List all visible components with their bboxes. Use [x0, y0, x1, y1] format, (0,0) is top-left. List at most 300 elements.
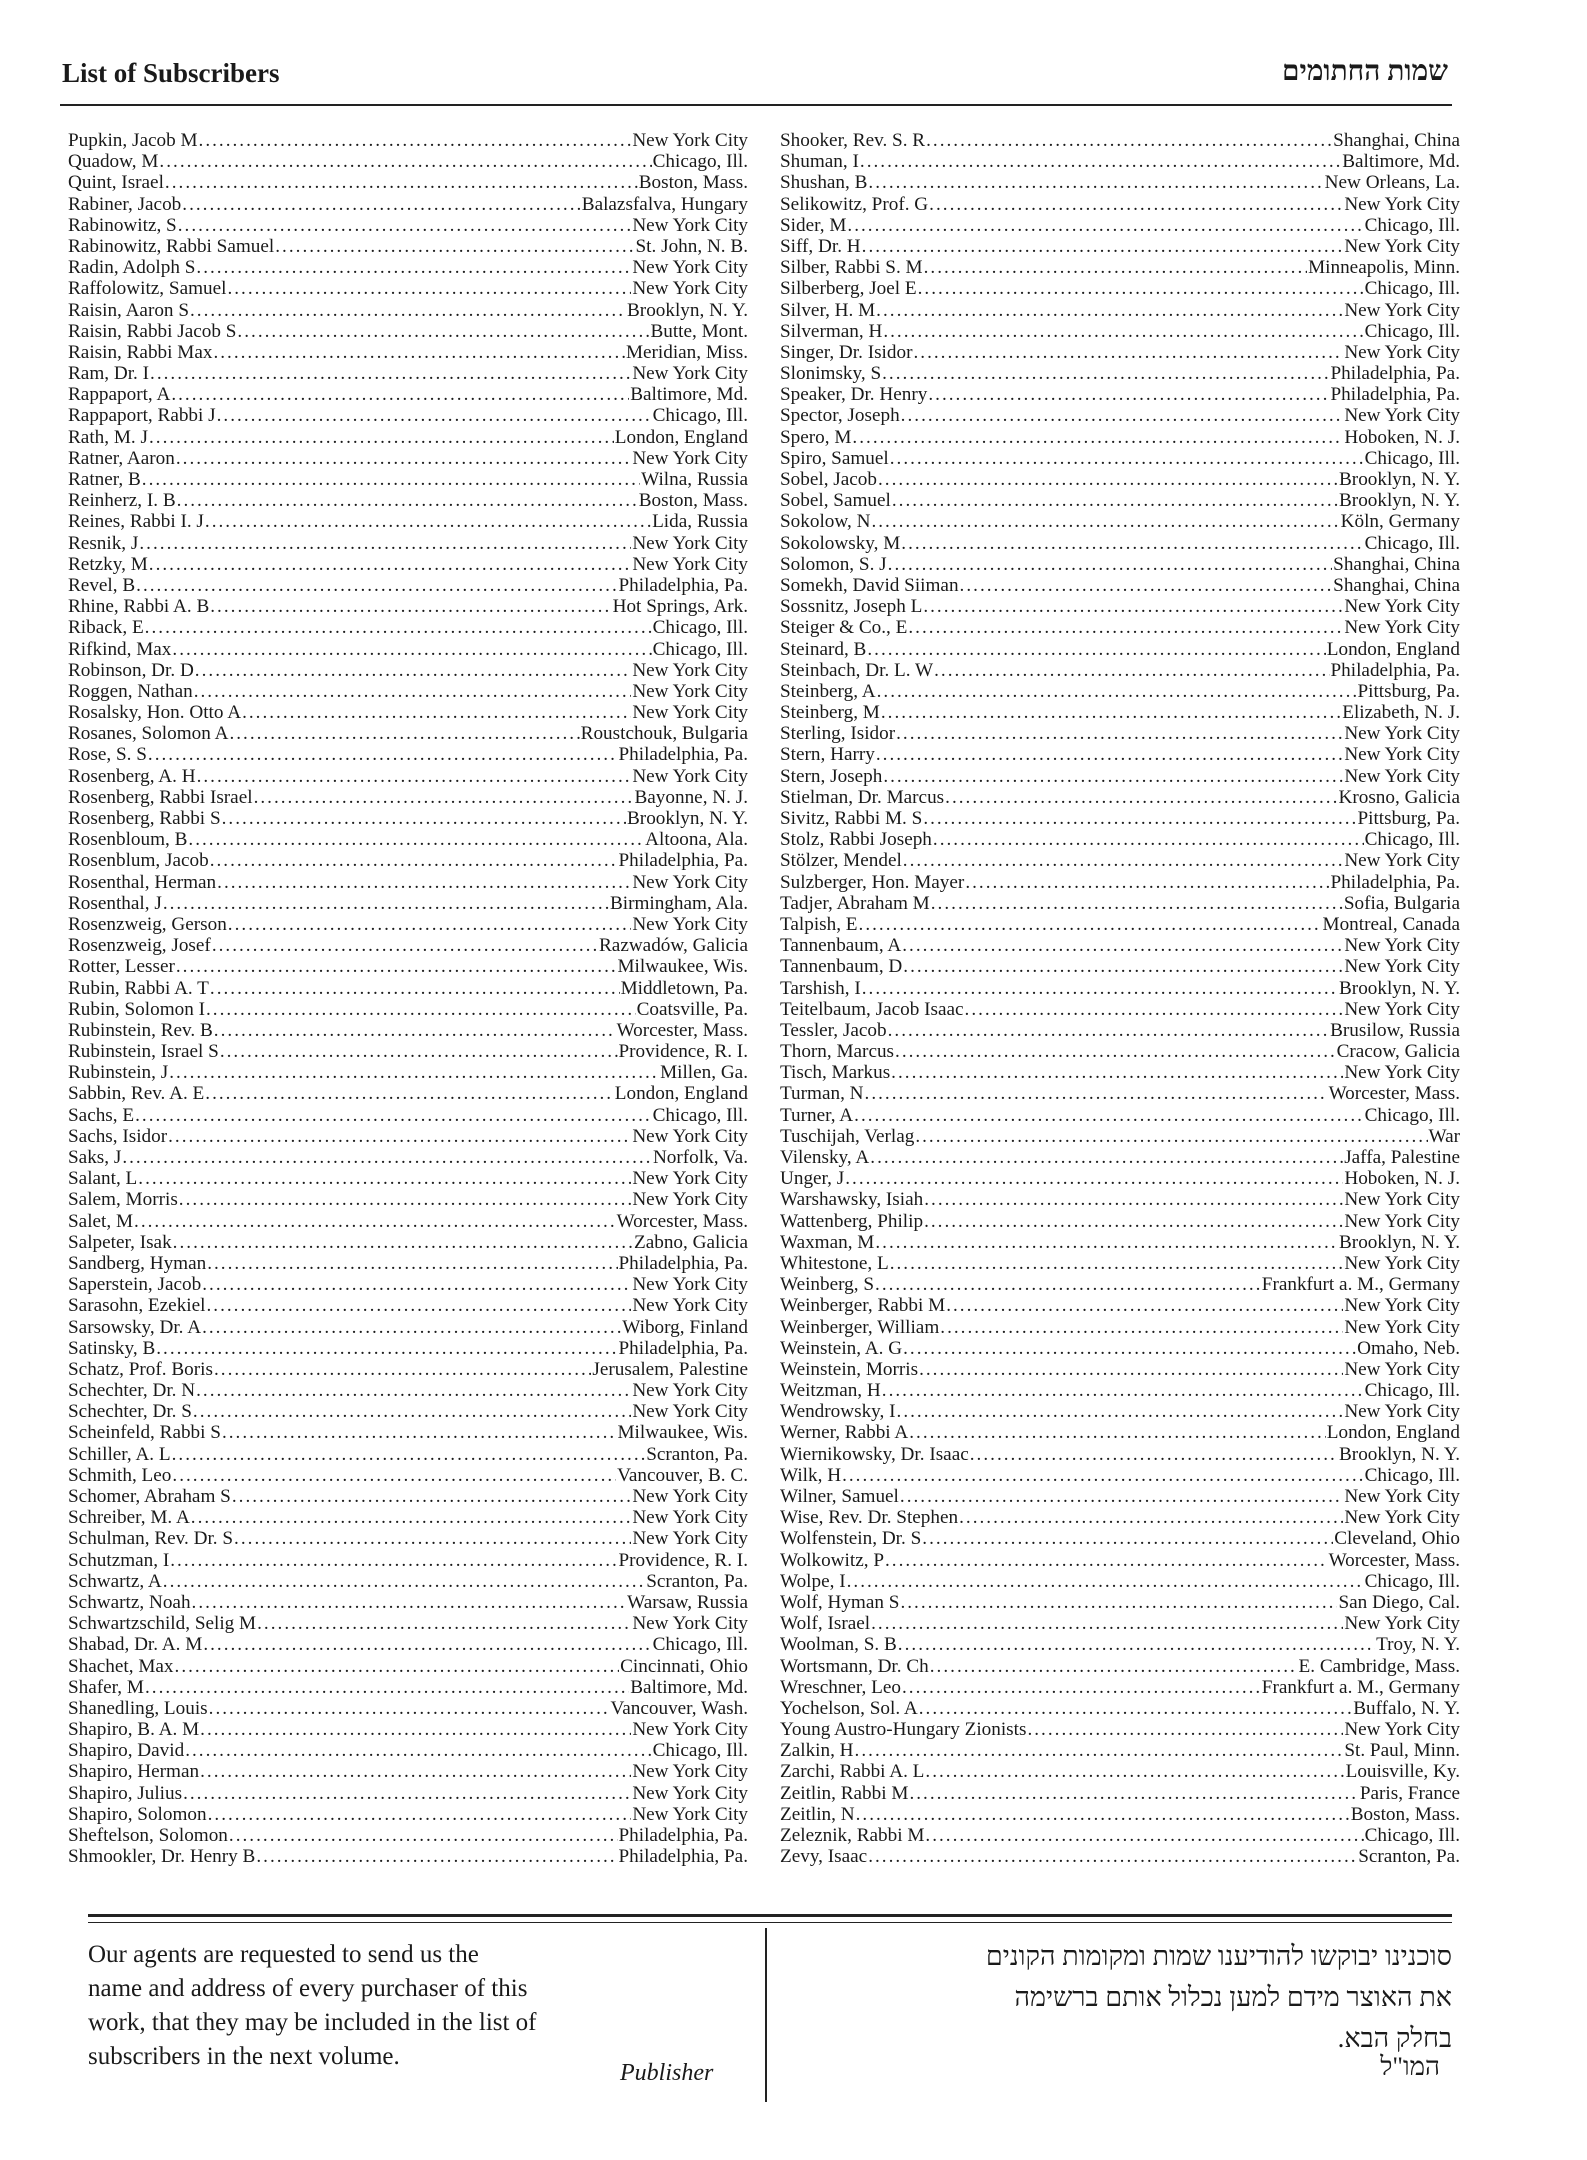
- subscriber-entry: [780, 1656, 1460, 1677]
- subscriber-place: Chicago, Ill.: [1364, 1570, 1460, 1592]
- subscriber-entry: [780, 469, 1460, 490]
- subscriber-place: New York City: [632, 257, 748, 279]
- subscriber-entry: [68, 1846, 748, 1867]
- subscriber-name: Woolman, S. B: [780, 1634, 897, 1656]
- subscriber-name: Zarchi, Rabbi A. L: [780, 1761, 925, 1783]
- subscriber-entry: [68, 1041, 748, 1062]
- subscriber-entry: [780, 1761, 1460, 1782]
- subscriber-name: Ratner, Aaron: [68, 447, 175, 469]
- subscriber-place: Roustchouk, Bulgaria: [580, 723, 748, 745]
- subscriber-entry: [780, 1634, 1460, 1655]
- dot-leader: [220, 1041, 618, 1062]
- dot-leader: [918, 278, 1364, 299]
- subscriber-name: Silverman, H: [780, 320, 883, 342]
- dot-leader: [890, 448, 1364, 469]
- subscriber-entry: [780, 1550, 1460, 1571]
- subscriber-name: Sachs, Isidor: [68, 1125, 168, 1147]
- dot-leader: [903, 956, 1343, 977]
- subscriber-entry: [780, 978, 1460, 999]
- subscriber-name: Steinberg, M: [780, 702, 880, 724]
- subscriber-name: Sobel, Samuel: [780, 490, 891, 512]
- subscriber-name: Resnik, J: [68, 532, 139, 554]
- subscriber-name: Silver, H. M: [780, 299, 876, 321]
- subscriber-entry: [780, 596, 1460, 617]
- subscriber-name: Stolz, Rabbi Joseph: [780, 829, 932, 851]
- subscriber-place: New York City: [632, 702, 748, 724]
- dot-leader: [170, 1550, 617, 1571]
- subscriber-name: Rotter, Lesser: [68, 956, 175, 978]
- subscriber-place: Balazsfalva, Hungary: [581, 193, 748, 215]
- subscriber-name: Scheinfeld, Rabbi S: [68, 1422, 221, 1444]
- footer-hebrew-line: בחלק הבא.: [1337, 2023, 1452, 2053]
- subscriber-entry: [780, 554, 1460, 575]
- subscriber-name: Raisin, Aaron S: [68, 299, 189, 321]
- subscriber-entry: [68, 1783, 748, 1804]
- subscriber-entry: [68, 1465, 748, 1486]
- subscriber-place: Wilna, Russia: [641, 469, 748, 490]
- dot-leader: [871, 1613, 1343, 1634]
- subscriber-place: Pittsburg, Pa.: [1357, 808, 1460, 829]
- subscriber-name: Pupkin, Jacob M: [68, 130, 198, 151]
- dot-leader: [200, 1761, 631, 1782]
- subscriber-name: Zeleznik, Rabbi M: [780, 1825, 925, 1846]
- subscriber-entry: [68, 130, 748, 151]
- subscriber-entry: [68, 469, 748, 490]
- subscriber-entry: [780, 1465, 1460, 1486]
- subscriber-place: New York City: [1344, 299, 1460, 321]
- subscriber-name: Rosalsky, Hon. Otto A: [68, 702, 242, 724]
- subscriber-name: Schechter, Dr. S: [68, 1401, 192, 1423]
- subscriber-name: Shuman, I: [780, 151, 859, 173]
- subscriber-place: Hoboken, N. J.: [1344, 426, 1460, 448]
- dot-leader: [149, 554, 632, 575]
- dot-leader: [926, 130, 1332, 151]
- subscriber-place: Cincinnati, Ohio: [620, 1655, 748, 1677]
- subscriber-entry: [780, 1592, 1460, 1613]
- subscriber-place: Philadelphia, Pa.: [618, 1337, 748, 1359]
- dot-leader: [142, 469, 640, 490]
- subscriber-place: Norfolk, Va.: [652, 1147, 748, 1168]
- subscriber-entry: [780, 850, 1460, 871]
- subscriber-name: Tannenbaum, A: [780, 935, 902, 957]
- subscriber-place: New York City: [1344, 1719, 1460, 1741]
- subscriber-name: Roggen, Nathan: [68, 680, 193, 702]
- dot-leader: [193, 1401, 631, 1422]
- subscriber-entry: [68, 872, 748, 893]
- subscriber-entry: [780, 935, 1460, 956]
- subscriber-name: Steinbach, Dr. L. W: [780, 659, 934, 681]
- subscriber-name: Quadow, M: [68, 151, 159, 173]
- dot-leader: [159, 151, 651, 172]
- dot-leader: [902, 1677, 1261, 1698]
- subscriber-name: Weitzman, H: [780, 1380, 881, 1402]
- subscriber-entry: [780, 405, 1460, 426]
- dot-leader: [913, 342, 1343, 363]
- subscriber-name: Rabinowitz, S: [68, 214, 177, 236]
- subscriber-place: New York City: [632, 1295, 748, 1317]
- dot-leader: [200, 1719, 631, 1740]
- subscriber-place: New York City: [1344, 956, 1460, 978]
- dot-leader: [175, 1656, 620, 1677]
- subscriber-place: Milwaukee, Wis.: [617, 1422, 748, 1444]
- subscriber-entry: [780, 151, 1460, 172]
- subscriber-entry: [780, 808, 1460, 829]
- dot-leader: [847, 1571, 1364, 1592]
- subscriber-entry: [780, 1083, 1460, 1104]
- subscriber-place: Köln, Germany: [1340, 511, 1460, 533]
- subscriber-entry: [68, 1020, 748, 1041]
- header-rule: [60, 104, 1452, 106]
- dot-leader: [145, 1677, 629, 1698]
- subscriber-place: Vancouver, Wash.: [610, 1697, 748, 1719]
- subscriber-entry: [68, 236, 748, 257]
- subscriber-name: Schmith, Leo: [68, 1464, 172, 1486]
- subscriber-name: Rabiner, Jacob: [68, 193, 182, 215]
- dot-leader: [173, 1232, 633, 1253]
- subscriber-name: Stern, Joseph: [780, 765, 883, 787]
- footer-english-line: work, that they may be included in the list of: [88, 2009, 537, 2036]
- dot-leader: [229, 723, 579, 744]
- subscriber-place: New York City: [1344, 1252, 1460, 1274]
- subscriber-name: Singer, Dr. Isidor: [780, 341, 913, 363]
- dot-leader: [145, 617, 652, 638]
- subscriber-place: Krosno, Galicia: [1338, 786, 1460, 808]
- subscriber-name: Tessler, Jacob: [780, 1019, 887, 1041]
- subscriber-place: Coatsville, Pa.: [636, 998, 748, 1020]
- subscriber-place: New York City: [632, 363, 748, 385]
- subscriber-entry: [68, 1189, 748, 1210]
- dot-leader: [172, 1444, 646, 1465]
- dot-leader: [898, 1634, 1375, 1655]
- page: [60, 52, 1460, 2102]
- subscriber-name: Salant, L: [68, 1168, 138, 1190]
- subscriber-entry: [68, 744, 748, 765]
- subscriber-entry: [68, 723, 748, 744]
- subscriber-place: Brooklyn, N. Y.: [1339, 977, 1460, 999]
- subscriber-place: Chicago, Ill.: [1364, 320, 1460, 342]
- dot-leader: [902, 935, 1343, 956]
- subscriber-entry: [780, 1783, 1460, 1804]
- subscriber-place: New York City: [632, 680, 748, 702]
- subscriber-name: Riback, E: [68, 617, 144, 639]
- subscriber-entry: [68, 702, 748, 723]
- subscriber-name: Steinard, B: [780, 638, 867, 660]
- footer-divider: [765, 1928, 767, 2102]
- subscriber-entry: [780, 1126, 1460, 1147]
- subscriber-entry: [68, 1444, 748, 1465]
- dot-leader: [148, 744, 618, 765]
- dot-leader: [854, 1105, 1363, 1126]
- dot-leader: [242, 702, 631, 723]
- subscriber-name: Tadjer, Abraham M: [780, 892, 930, 914]
- subscriber-name: Schomer, Abraham S: [68, 1486, 231, 1507]
- subscriber-place: Philadelphia, Pa.: [1330, 384, 1460, 406]
- dot-leader: [196, 1380, 631, 1401]
- subscriber-name: Sobel, Jacob: [780, 469, 877, 490]
- subscriber-entry: [68, 1147, 748, 1168]
- subscriber-place: Omaho, Neb.: [1357, 1337, 1460, 1359]
- subscriber-entry: [68, 215, 748, 236]
- dot-leader: [901, 533, 1363, 554]
- subscriber-name: Salem, Morris: [68, 1189, 178, 1211]
- subscriber-place: New York City: [1344, 405, 1460, 427]
- subscriber-entry: [780, 215, 1460, 236]
- subscriber-entry: [68, 1083, 748, 1104]
- subscriber-entry: [780, 1846, 1460, 1867]
- subscriber-name: Shapiro, B. A. M: [68, 1719, 200, 1741]
- dot-leader: [136, 575, 617, 596]
- subscriber-place: New York City: [632, 1613, 748, 1635]
- subscriber-place: Philadelphia, Pa.: [1330, 871, 1460, 893]
- subscriber-name: Wise, Rev. Dr. Stephen: [780, 1507, 959, 1529]
- subscriber-place: New York City: [632, 1761, 748, 1783]
- subscriber-entry: [780, 956, 1460, 977]
- dot-leader: [192, 1592, 627, 1613]
- subscriber-place: Scranton, Pa.: [1358, 1846, 1460, 1868]
- dot-leader: [217, 405, 652, 426]
- dot-leader: [195, 660, 632, 681]
- subscriber-entry: [780, 1401, 1460, 1422]
- dot-leader: [960, 575, 1333, 596]
- dot-leader: [925, 1825, 1363, 1846]
- subscriber-entry: [780, 1295, 1460, 1316]
- subscriber-entry: [780, 1486, 1460, 1507]
- subscriber-entry: [780, 1571, 1460, 1592]
- dot-leader: [890, 1253, 1344, 1274]
- dot-leader: [855, 1740, 1344, 1761]
- subscriber-name: Shapiro, Herman: [68, 1761, 200, 1783]
- subscriber-entry: [68, 639, 748, 660]
- subscriber-name: Teitelbaum, Jacob Isaac: [780, 998, 964, 1020]
- subscriber-name: Wendrowsky, I: [780, 1401, 896, 1423]
- subscriber-place: Razwadów, Galicia: [599, 935, 748, 957]
- subscriber-entry: [68, 300, 748, 321]
- subscriber-name: Young Austro-Hungary Zionists: [780, 1719, 1027, 1741]
- subscriber-place: New York City: [1344, 1316, 1460, 1338]
- subscriber-entry: [780, 1740, 1460, 1761]
- subscriber-place: Vancouver, B. C.: [617, 1464, 748, 1486]
- footer-rule-thin: [88, 1922, 1452, 1923]
- subscriber-place: New York City: [632, 765, 748, 787]
- dot-leader: [965, 999, 1344, 1020]
- dot-leader: [275, 236, 634, 257]
- subscriber-place: Jaffa, Palestine: [1344, 1147, 1460, 1168]
- subscriber-entry: [780, 1380, 1460, 1401]
- subscriber-place: Providence, R. I.: [618, 1549, 748, 1571]
- dot-leader: [207, 1253, 617, 1274]
- subscriber-name: Wolf, Israel: [780, 1613, 871, 1635]
- dot-leader: [881, 702, 1341, 723]
- dot-leader: [168, 1126, 631, 1147]
- subscriber-place: Zabno, Galicia: [633, 1231, 748, 1253]
- subscriber-entry: [68, 1571, 748, 1592]
- subscriber-name: Tuschijah, Verlag: [780, 1125, 915, 1147]
- subscriber-place: New York City: [1344, 1189, 1460, 1211]
- dot-leader: [176, 448, 631, 469]
- subscriber-place: New Orleans, La.: [1324, 172, 1460, 194]
- subscriber-place: New York City: [632, 1486, 748, 1507]
- subscriber-entry: [68, 1295, 748, 1316]
- subscriber-place: Chicago, Ill.: [1364, 532, 1460, 554]
- subscriber-place: Millen, Ga.: [660, 1062, 748, 1084]
- subscriber-name: Sokolow, N: [780, 511, 871, 533]
- subscriber-entry: [780, 1062, 1460, 1083]
- subscriber-name: Reinherz, I. B: [68, 490, 176, 512]
- subscriber-place: Brooklyn, N. Y.: [1339, 1443, 1460, 1465]
- subscriber-name: Raffolowitz, Samuel: [68, 278, 227, 300]
- subscriber-place: Brooklyn, N. Y.: [627, 299, 748, 321]
- subscriber-name: Weinberg, S: [780, 1274, 875, 1296]
- dot-leader: [185, 1740, 651, 1761]
- subscriber-name: Whitestone, L: [780, 1252, 889, 1274]
- subscriber-name: Shushan, B: [780, 172, 868, 194]
- dot-leader: [970, 1444, 1338, 1465]
- dot-leader: [196, 257, 631, 278]
- subscriber-place: New York City: [1344, 1613, 1460, 1635]
- subscriber-place: New York City: [1344, 1358, 1460, 1380]
- dot-leader: [919, 1698, 1352, 1719]
- subscriber-place: Milwaukee, Wis.: [617, 956, 748, 978]
- subscriber-place: Paris, France: [1359, 1782, 1460, 1804]
- dot-leader: [228, 914, 632, 935]
- subscriber-name: Warshawsky, Isiah: [780, 1189, 924, 1211]
- subscriber-name: Turner, A: [780, 1104, 854, 1126]
- dot-leader: [852, 427, 1343, 448]
- subscriber-place: Chicago, Ill.: [652, 617, 748, 639]
- subscriber-place: New York City: [632, 659, 748, 681]
- subscriber-place: New York City: [1344, 935, 1460, 957]
- subscriber-entry: [68, 427, 748, 448]
- subscriber-place: New York City: [632, 130, 748, 151]
- subscriber-place: Boston, Mass.: [638, 490, 748, 512]
- dot-leader: [149, 427, 614, 448]
- dot-leader: [188, 829, 644, 850]
- subscriber-place: New York City: [1344, 723, 1460, 745]
- subscriber-entry: [68, 533, 748, 554]
- subscriber-name: Somekh, David Siiman: [780, 574, 959, 596]
- subscriber-place: Shanghai, China: [1333, 130, 1460, 151]
- dot-leader: [924, 1211, 1343, 1232]
- subscriber-place: E. Cambridge, Mass.: [1298, 1655, 1460, 1677]
- subscriber-entry: [780, 723, 1460, 744]
- subscriber-name: Talpish, E: [780, 913, 858, 935]
- dot-leader: [163, 893, 609, 914]
- subscriber-place: Brooklyn, N. Y.: [1339, 1231, 1460, 1253]
- dot-leader: [183, 1783, 631, 1804]
- subscriber-place: Frankfurt a. M., Germany: [1261, 1676, 1460, 1698]
- subscriber-name: Werner, Rabbi A: [780, 1422, 909, 1444]
- subscriber-place: New York City: [1344, 1507, 1460, 1529]
- dot-leader: [150, 363, 631, 384]
- subscriber-name: Shapiro, Julius: [68, 1782, 183, 1804]
- dot-leader: [202, 1317, 621, 1338]
- dot-leader: [122, 1147, 652, 1168]
- dot-leader: [197, 766, 632, 787]
- subscriber-place: Philadelphia, Pa.: [618, 1252, 748, 1274]
- subscriber-name: Sossnitz, Joseph L: [780, 596, 923, 618]
- subscriber-place: New York City: [1344, 596, 1460, 618]
- subscriber-place: New York City: [632, 1125, 748, 1147]
- footer-hebrew-line: את האוצר מידם למען נכלול אותם ברשימה: [1014, 1982, 1452, 2012]
- subscriber-name: Weinstein, A. G: [780, 1337, 903, 1359]
- subscriber-place: New York City: [632, 447, 748, 469]
- subscriber-place: New York City: [632, 1782, 748, 1804]
- dot-leader: [205, 511, 651, 532]
- footer-english-line: subscribers in the next volume.: [88, 2043, 400, 2070]
- subscriber-name: Zeitlin, N: [780, 1803, 855, 1825]
- subscriber-place: Bayonne, N. J.: [634, 786, 748, 808]
- subscriber-name: Shanedling, Louis: [68, 1697, 208, 1719]
- page-header: [60, 52, 1452, 102]
- dot-leader: [888, 554, 1333, 575]
- subscriber-name: Schwartz, Noah: [68, 1591, 191, 1613]
- subscriber-name: Rosenthal, J: [68, 892, 162, 914]
- subscriber-name: Tisch, Markus: [780, 1062, 891, 1084]
- subscriber-name: Wilk, H: [780, 1464, 842, 1486]
- subscriber-place: Pittsburg, Pa.: [1357, 680, 1460, 702]
- subscriber-name: Sandberg, Hyman: [68, 1252, 207, 1274]
- dot-leader: [930, 1656, 1298, 1677]
- subscriber-name: Stielman, Dr. Marcus: [780, 786, 945, 808]
- subscriber-place: New York City: [632, 532, 748, 554]
- subscriber-place: Worcester, Mass.: [1328, 1549, 1460, 1571]
- dot-leader: [178, 215, 632, 236]
- subscriber-entry: [68, 1719, 748, 1740]
- subscriber-name: Wolkowitz, P: [780, 1549, 884, 1571]
- dot-leader: [217, 872, 631, 893]
- dot-leader: [232, 1486, 631, 1507]
- subscriber-place: Chicago, Ill.: [1364, 829, 1460, 851]
- subscriber-entry: [780, 1168, 1460, 1189]
- subscriber-entry: [68, 766, 748, 787]
- subscriber-name: Schatz, Prof. Boris: [68, 1358, 213, 1380]
- dot-leader: [945, 787, 1337, 808]
- subscriber-entry: [780, 236, 1460, 257]
- subscriber-entry: [780, 1804, 1460, 1825]
- subscriber-place: New York City: [632, 278, 748, 300]
- subscriber-entry: [780, 1253, 1460, 1274]
- subscriber-place: Worcester, Mass.: [1328, 1083, 1460, 1105]
- subscriber-entry: [780, 766, 1460, 787]
- footer-notice-hebrew: [788, 1936, 1452, 2059]
- subscriber-place: Chicago, Ill.: [1364, 1825, 1460, 1846]
- subscriber-place: Scranton, Pa.: [646, 1443, 748, 1465]
- dot-leader: [254, 787, 634, 808]
- subscriber-place: New York City: [632, 553, 748, 575]
- subscriber-place: New York City: [632, 1189, 748, 1211]
- subscriber-entry: [68, 1211, 748, 1232]
- subscriber-entry: [780, 1698, 1460, 1719]
- subscriber-name: Steinberg, A: [780, 680, 876, 702]
- subscriber-entry: [68, 850, 748, 871]
- subscriber-place: Altoona, Ala.: [645, 829, 748, 851]
- dot-leader: [876, 744, 1343, 765]
- subscriber-name: Saks, J: [68, 1147, 122, 1168]
- subscriber-entry: [68, 1698, 748, 1719]
- subscriber-place: Philadelphia, Pa.: [618, 744, 748, 766]
- subscriber-entry: [780, 1020, 1460, 1041]
- subscriber-entry: [780, 660, 1460, 681]
- dot-leader: [922, 1528, 1333, 1549]
- subscriber-entry: [68, 681, 748, 702]
- subscriber-place: Baltimore, Md.: [630, 384, 748, 406]
- dot-leader: [190, 300, 626, 321]
- dot-leader: [868, 1846, 1357, 1867]
- dot-leader: [867, 639, 1325, 660]
- subscriber-entry: [780, 639, 1460, 660]
- subscriber-entry: [780, 1677, 1460, 1698]
- subscriber-place: Shanghai, China: [1333, 574, 1460, 596]
